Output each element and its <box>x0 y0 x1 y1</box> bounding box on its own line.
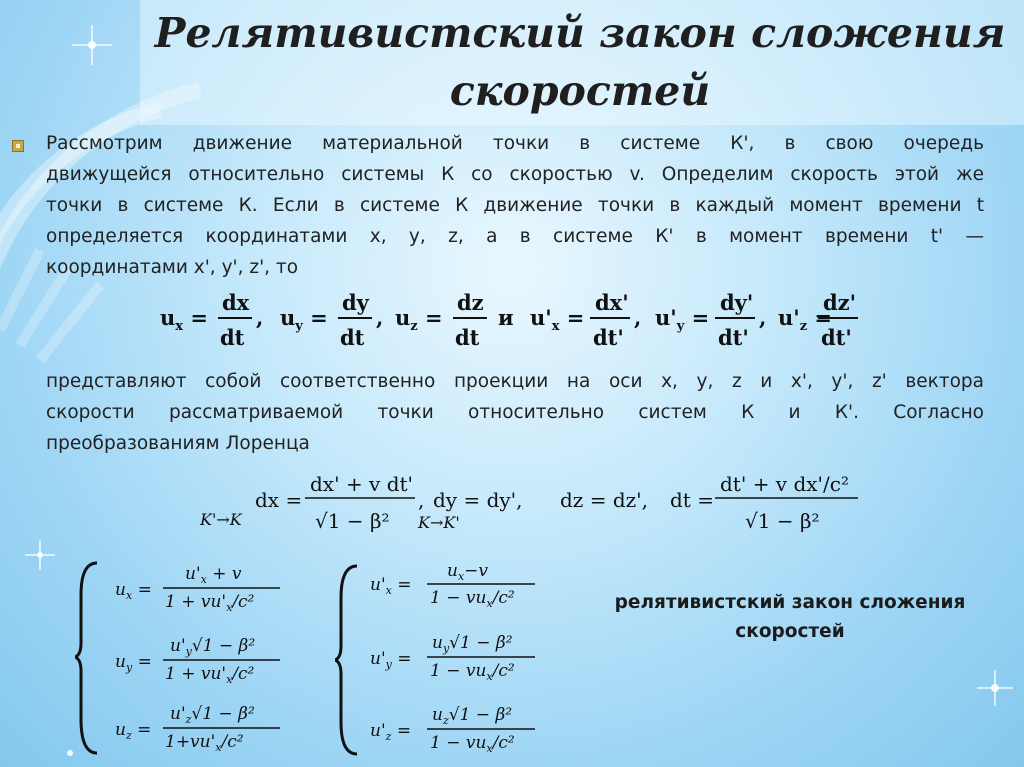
caption-line-2: скоростей <box>735 621 845 642</box>
svg-text:u'x + v: $u'_x + v$ <box>185 564 242 586</box>
svg-text:1 + vu'x/c²: $1 + vu'_x/c^2$ <box>165 592 255 614</box>
paragraph-intro <box>46 128 984 283</box>
svg-text:dz = dz',: dz = dz', <box>560 488 649 512</box>
svg-text:u'x =: $u'_x$ = <box>370 575 412 597</box>
paragraph-line: представляют собой соответственно проекции на оси x, y, z и x', y', z' вектора <box>46 371 984 392</box>
velocity-definitions-formula <box>150 285 870 355</box>
paragraph-line: преобразованиям Лоренца <box>46 433 310 454</box>
svg-text:u'y =: $u'_y$ = <box>655 305 710 334</box>
svg-text:1 − vux/c²: $1 - vu_x/c^2$ <box>430 733 515 755</box>
svg-text:dt: dt <box>455 325 480 350</box>
caption-line-1: релятивистский закон сложения <box>614 592 966 613</box>
title-line-2: скоростей <box>449 67 711 115</box>
transform-label-left: K'→K <box>200 510 242 529</box>
svg-text:dx': dx' <box>595 290 629 315</box>
svg-text:√1 − β²: √1 − β² <box>315 509 390 533</box>
svg-text:dx' + v dt': dx' + v dt' <box>310 472 414 496</box>
paragraph-line: точки в системе К. Если в системе К движение точки в каждый момент времени t <box>46 195 984 216</box>
law-caption <box>600 588 980 646</box>
svg-text:u'x =: $u'_x$ = <box>530 305 585 334</box>
svg-text:ux−v: $u_x-v$ <box>447 561 489 583</box>
svg-text:1 − vux/c²: $1 - vu_x/c^2$ <box>430 588 515 610</box>
transform-label-mid: K→K' <box>418 513 460 532</box>
conjunction-and: и <box>498 305 514 330</box>
svg-text:dt: dt <box>340 325 365 350</box>
svg-text:dz: dz <box>457 290 484 315</box>
svg-text:dt: dt <box>220 325 245 350</box>
title-line-1: Релятивистский закон сложения <box>154 9 1006 57</box>
svg-text:√1 − β²: √1 − β² <box>745 509 820 533</box>
velocity-addition-system-left <box>75 555 295 760</box>
svg-text:1 + vu'x/c²: $1 + vu'_x/c^2$ <box>165 664 255 686</box>
paragraph-line: определяется координатами x, y, z, а в системе К' в момент времени t' — <box>46 226 984 247</box>
svg-text:uz√1 − β²: $u_z√1 - \beta^2$ <box>432 705 513 727</box>
svg-text:,: , <box>418 488 425 512</box>
svg-text:1+vu'x/c²: $1+vu'_x/c^2$ <box>165 732 244 754</box>
bullet-icon <box>12 140 24 152</box>
svg-text:u'z =: $u'_z$ = <box>370 721 412 743</box>
svg-text:u'y√1 − β²: $u'_y√1 - \beta^2$ <box>170 636 256 658</box>
lorentz-transformation-formula <box>190 465 870 540</box>
paragraph-projections <box>46 366 984 459</box>
svg-text:dt': dt' <box>718 325 749 350</box>
paragraph-line: движущейся относительно системы К со скоростью v. Определим скорость этой же <box>46 164 984 185</box>
svg-text:,: , <box>759 305 767 330</box>
svg-text:dy = dy',: dy = dy', <box>433 488 523 512</box>
svg-text:uy√1 − β²: $u_y√1 - \beta^2$ <box>432 633 513 655</box>
svg-text:u'z√1 − β²: $u'_z√1 - \beta^2$ <box>170 704 255 726</box>
svg-text:u'y =: $u'_y$ = <box>370 649 412 671</box>
svg-text:ux =: $u_x$ = <box>115 580 152 602</box>
svg-text:dy': dy' <box>720 290 754 315</box>
svg-text:uz =: $u_z$ = <box>115 720 152 742</box>
svg-text:,: , <box>256 305 264 330</box>
svg-text:dz': dz' <box>823 290 857 315</box>
svg-text:uz =: $u_z$ = <box>395 305 443 334</box>
svg-text:dx =: dx = <box>255 488 303 512</box>
svg-text:dy: dy <box>342 290 369 315</box>
svg-text:uy =: $u_y$ = <box>115 652 152 674</box>
slide-title <box>140 4 1020 120</box>
svg-text:,: , <box>376 305 384 330</box>
svg-text:uy =: $u_y$ = <box>280 305 328 334</box>
velocity-addition-system-right <box>335 560 555 760</box>
svg-text:dt': dt' <box>593 325 624 350</box>
svg-text:ux =: $u_x$ = <box>160 305 208 334</box>
svg-text:dt': dt' <box>821 325 852 350</box>
svg-text:dt =: dt = <box>670 488 714 512</box>
paragraph-line: координатами x', y', z', то <box>46 257 299 278</box>
svg-text:dt' + v dx'/c²: dt' + v dx'/c² <box>720 472 850 496</box>
svg-text:,: , <box>634 305 642 330</box>
svg-text:u'z =: $u'_z$ = <box>778 305 833 334</box>
svg-text:dx: dx <box>222 290 250 315</box>
paragraph-line: Рассмотрим движение материальной точки в системе К', в свою очередь <box>46 133 984 154</box>
paragraph-line: скорости рассматриваемой точки относительно систем К и К'. Согласно <box>46 402 984 423</box>
svg-text:1 − vux/c²: $1 - vu_x/c^2$ <box>430 661 515 683</box>
